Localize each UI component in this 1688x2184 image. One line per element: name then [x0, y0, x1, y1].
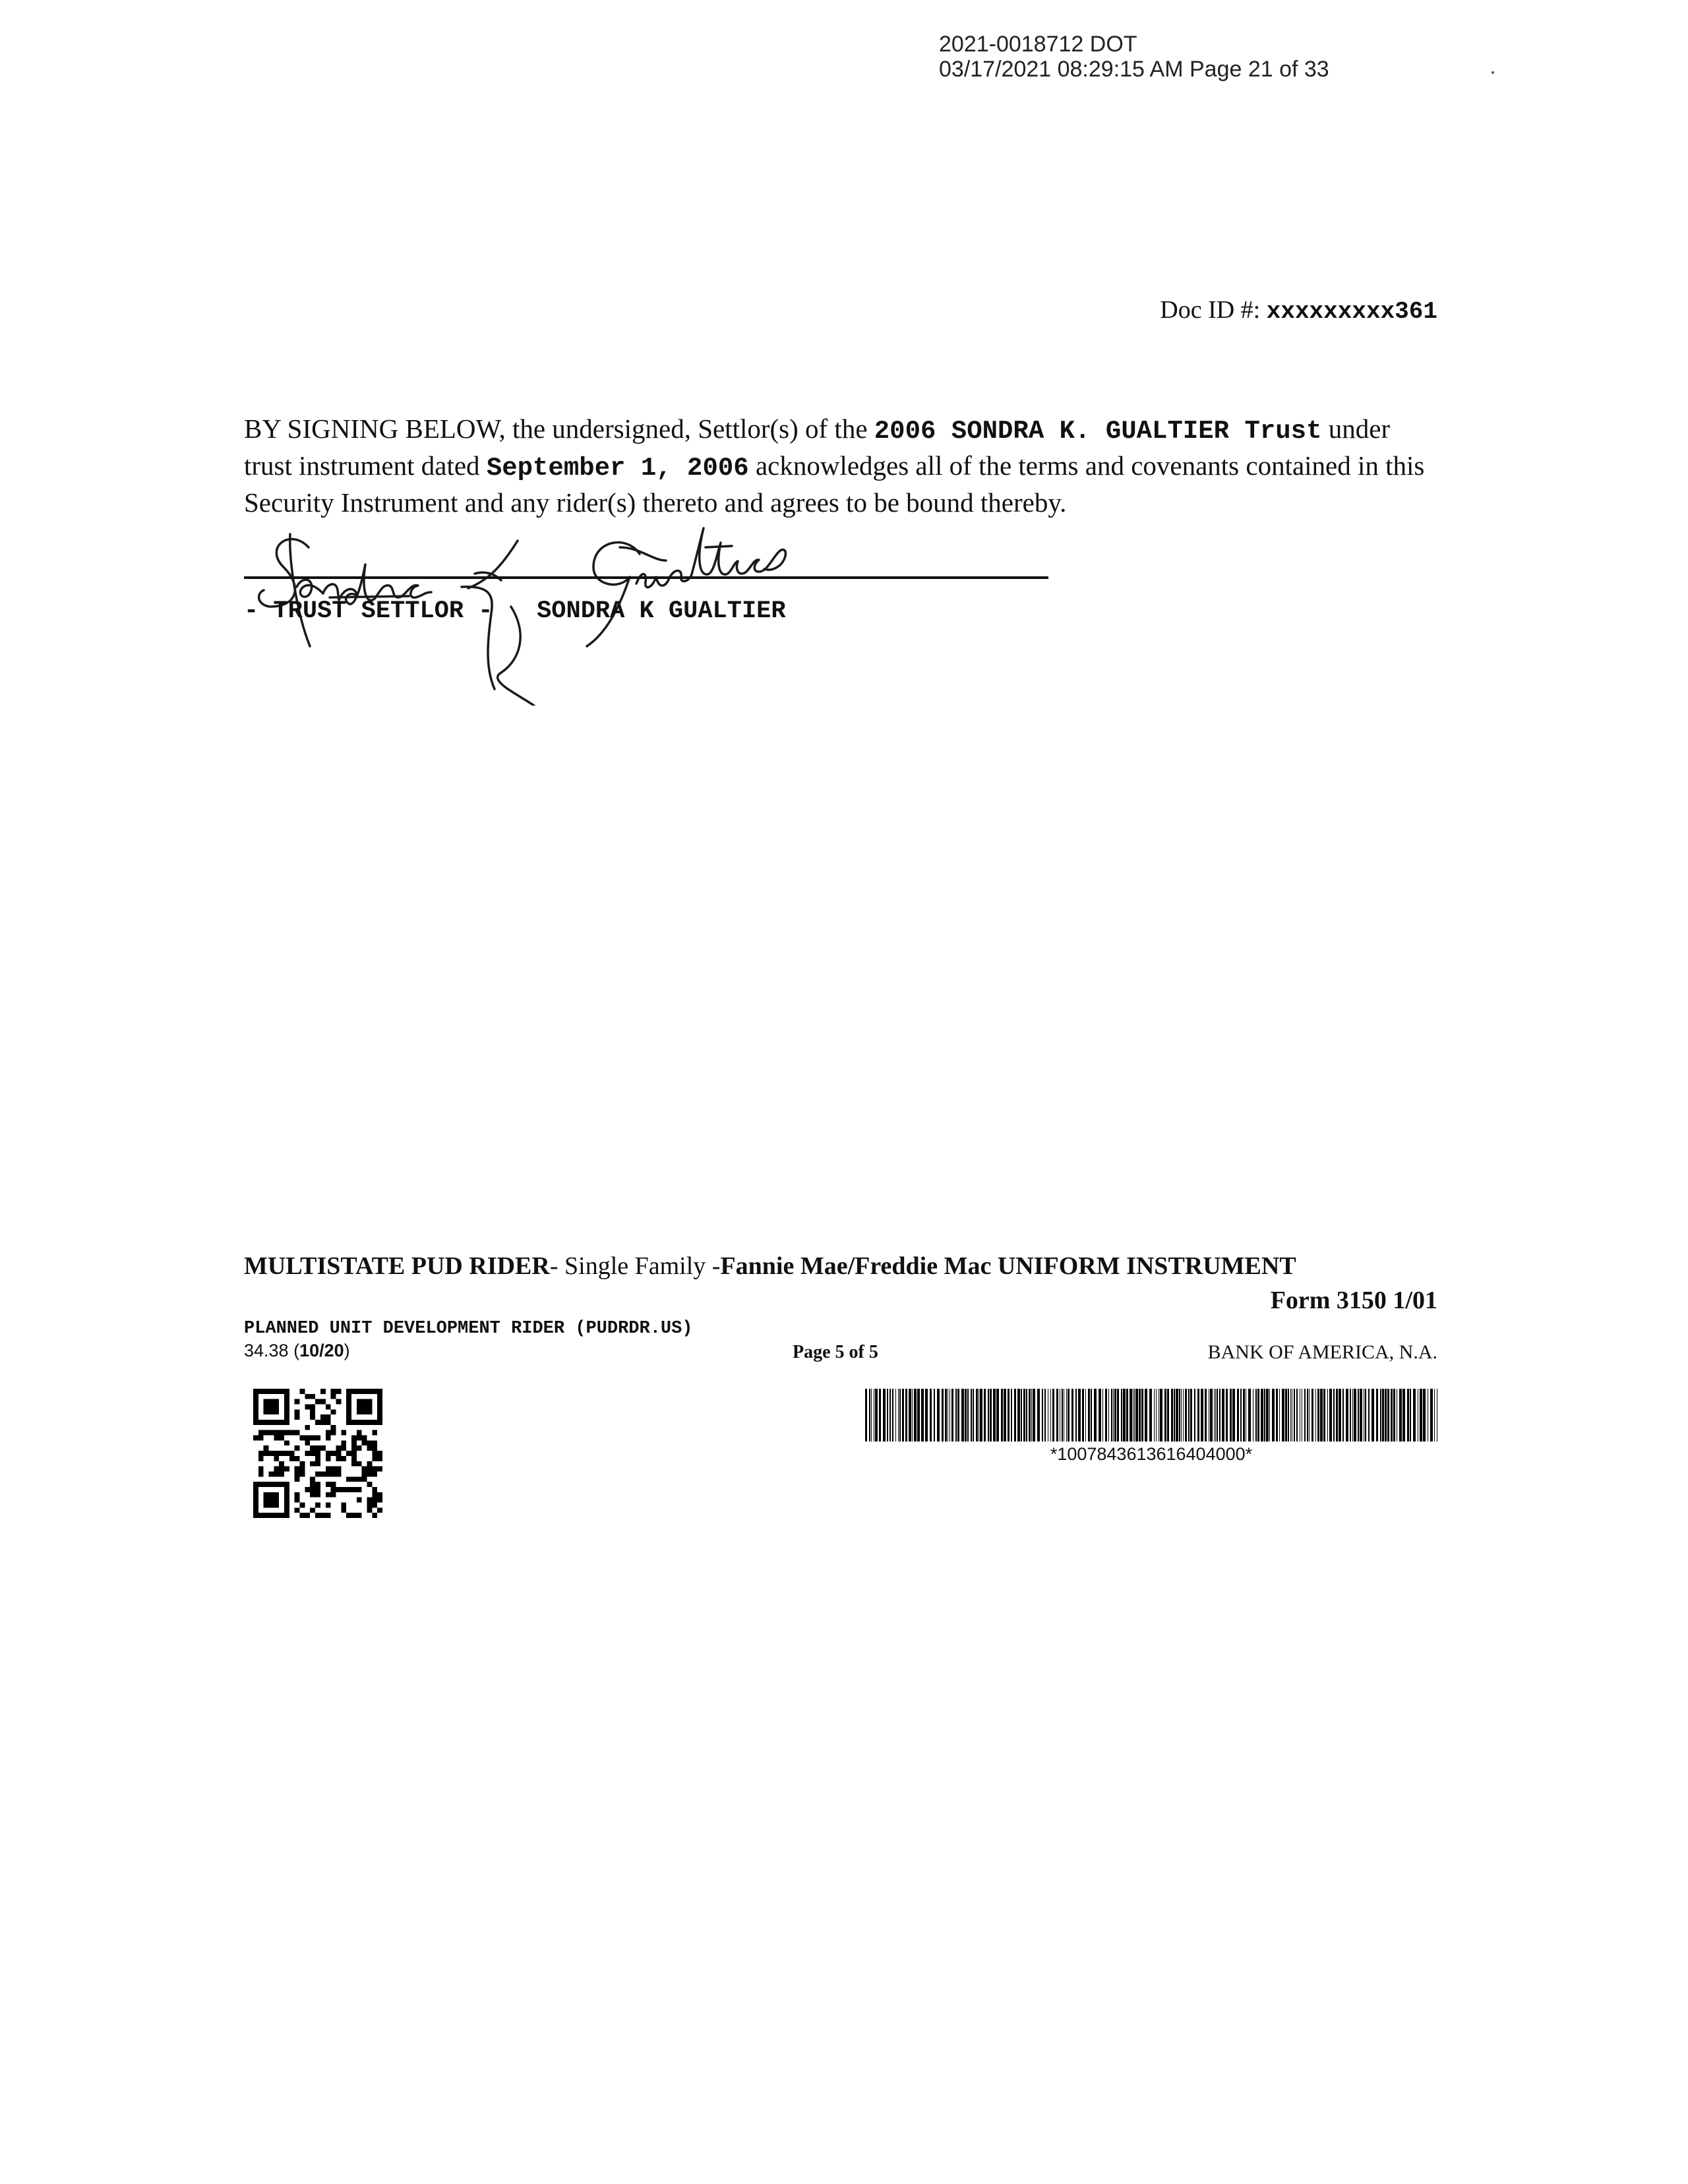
rider-title-main: MULTISTATE PUD RIDER — [244, 1252, 550, 1280]
qr-code — [253, 1389, 382, 1518]
recording-header — [939, 32, 1329, 82]
ack-text-1: BY SIGNING BELOW, the undersigned, Settlor(s) of the — [244, 413, 874, 444]
settlor-label — [244, 597, 786, 625]
ack-text-2: under trust instrument dated — [244, 413, 1391, 481]
trust-date: September 1, 2006 — [486, 454, 749, 483]
barcode-number: *1007843613616404000* — [1050, 1444, 1253, 1464]
signature-line — [244, 576, 1048, 579]
doc-id-label: Doc ID #: — [1160, 296, 1261, 324]
form-version: 34.38 (10/20) — [244, 1341, 350, 1360]
lender-name: BANK OF AMERICA, N.A. — [1207, 1341, 1437, 1363]
trust-name: 2006 SONDRA K. GUALTIER Trust — [874, 417, 1322, 446]
barcode — [865, 1389, 1437, 1441]
recording-number: 2021-0018712 DOT — [939, 32, 1137, 57]
rider-code: PLANNED UNIT DEVELOPMENT RIDER (PUDRDR.US) — [244, 1319, 693, 1339]
settlor-name: SONDRA K GUALTIER — [537, 597, 786, 625]
form-number: Form 3150 1/01 — [1270, 1287, 1437, 1314]
doc-id — [1160, 295, 1437, 325]
rider-title-family: - Single Family - — [549, 1252, 721, 1280]
rider-title-instrument: Fannie Mae/Freddie Mac UNIFORM INSTRUMENT — [720, 1252, 1296, 1280]
rider-title — [244, 1252, 1296, 1281]
recording-timestamp: 03/17/2021 08:29:15 AM Page 21 of 33 — [939, 57, 1329, 82]
acknowledgement-paragraph — [244, 411, 1437, 520]
page-number: Page 5 of 5 — [793, 1342, 878, 1362]
ack-text-3: acknowledges all of the terms and covenants contained in this Security Instrument and any rider(s) thereto and agrees to be bound thereby. — [244, 450, 1425, 518]
speck-mark — [1492, 71, 1494, 74]
doc-id-value: xxxxxxxxx361 — [1266, 298, 1437, 325]
settlor-role: - TRUST SETTLOR - — [244, 597, 493, 625]
